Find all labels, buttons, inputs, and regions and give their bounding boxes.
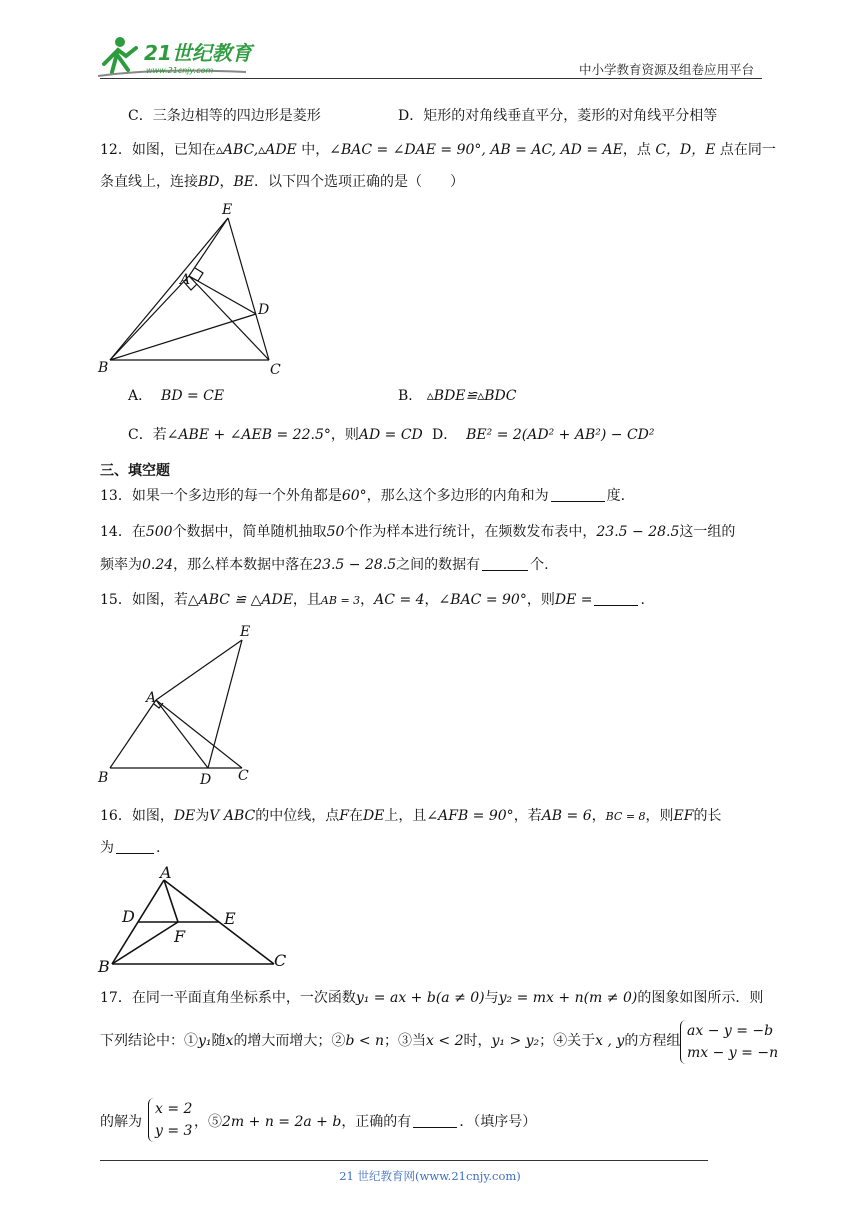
- q12-option-c: [128, 425, 423, 445]
- q12-option-b: [398, 386, 517, 406]
- segment-AC: [156, 700, 242, 768]
- q17-math: y₁: [198, 1033, 212, 1049]
- q12-text: ，: [219, 174, 234, 190]
- option-math: ∠ABE + ∠AEB = 22.5°: [166, 427, 331, 443]
- label-B: B: [98, 770, 109, 786]
- q17-math: x: [225, 1033, 234, 1049]
- label-F: F: [174, 927, 186, 946]
- q17-text: ，正确的有: [341, 1114, 412, 1130]
- q15-stem: [100, 590, 645, 611]
- q12-figure: [96, 198, 296, 380]
- answer-blank[interactable]: [482, 556, 528, 571]
- segment-AE: [189, 218, 228, 276]
- q16-text: ，若: [513, 808, 542, 824]
- q11-option-d: D．矩形的对角线垂直平分，菱形的对角线平分相等: [398, 108, 718, 124]
- q17-text: 随: [211, 1033, 226, 1049]
- answer-blank[interactable]: [594, 591, 638, 606]
- q17-text: 17．在同一平面直角坐标系中，一次函数: [100, 990, 356, 1006]
- option-label: D．: [432, 427, 458, 443]
- equation-row: ax − y = −b: [687, 1023, 774, 1039]
- label-C: C: [274, 951, 287, 970]
- q16-text: .: [156, 840, 161, 856]
- q16-text: ，则: [645, 808, 674, 824]
- q17-text: ；③当: [384, 1033, 427, 1049]
- label-B: B: [98, 360, 109, 376]
- q14-text: ，那么样本数据中落在: [173, 557, 314, 573]
- q15-math: DE =: [554, 592, 593, 608]
- q14-math: 23.5 − 28.5: [596, 524, 680, 540]
- option-math: BE² = 2(AD² + AB²) − CD²: [466, 427, 655, 443]
- label-D: D: [200, 772, 212, 788]
- q15-text: ，: [360, 592, 375, 608]
- option-label: C．若: [128, 427, 167, 443]
- q12-stem-line1: [100, 140, 776, 160]
- q14-text: 之间的数据有: [396, 557, 481, 573]
- q15-text: ，: [424, 592, 439, 608]
- q12-text: ，点: [622, 142, 656, 158]
- footer-divider: [100, 1160, 708, 1161]
- q16-math: F: [339, 808, 349, 824]
- q16-stem-line1: [100, 806, 721, 827]
- q12-option-a: [128, 386, 224, 406]
- q12-text: 中，: [296, 142, 330, 158]
- answer-blank[interactable]: [551, 487, 605, 502]
- label-B: B: [98, 957, 110, 976]
- q16-text: 16．如图，: [100, 808, 174, 824]
- q14-text: 个数据中，简单随机抽取: [172, 524, 327, 540]
- q14-math: 0.24: [142, 557, 174, 573]
- q15-text: 15．如图，若: [100, 592, 188, 608]
- option-math: ▵BDE≌▵BDC: [426, 388, 517, 404]
- q17-text: 下列结论中：①: [100, 1033, 198, 1049]
- q17-text: 的增大而增大；②: [233, 1033, 346, 1049]
- answer-blank[interactable]: [413, 1113, 457, 1128]
- label-E: E: [240, 624, 251, 640]
- q15-figure: [96, 620, 266, 788]
- q16-figure: [96, 862, 296, 976]
- q17-stem-line3: [100, 1112, 142, 1132]
- q17-math: b < n: [345, 1033, 385, 1049]
- q14-text: 14．在: [100, 524, 146, 540]
- q16-text: 的长: [693, 808, 722, 824]
- q17-text: ，⑤: [194, 1114, 222, 1130]
- label-D: D: [258, 302, 270, 318]
- q12-math: BD: [198, 174, 220, 190]
- q12-text: ．以下四个选项正确的是（ ）: [254, 174, 465, 190]
- q17-text: 的图象如图所示．则: [637, 990, 764, 1006]
- q17-math: y₂ = mx + n(m ≠ 0): [498, 990, 638, 1006]
- label-E: E: [224, 909, 236, 928]
- segment-BF: [112, 922, 178, 964]
- equation-system: [680, 1020, 778, 1064]
- q12-math: C，D，E: [655, 142, 716, 158]
- label-D: D: [122, 907, 135, 926]
- q14-text: 这一组的: [679, 524, 736, 540]
- q15-math: AB = 3: [320, 594, 361, 607]
- answer-blank[interactable]: [116, 839, 154, 854]
- q17-math: 2m + n = 2a + b: [222, 1114, 342, 1130]
- q17-math: y₁ = ax + b(a ≠ 0): [355, 990, 485, 1006]
- q12-math: BE: [233, 174, 255, 190]
- q17-stem-line2: [100, 1030, 680, 1052]
- q12-text: 条直线上，连接: [100, 174, 198, 190]
- q12-math: ∠BAC = ∠DAE = 90°, AB = AC, AD = AE: [329, 142, 623, 158]
- label-A: A: [146, 690, 157, 706]
- q12-option-d: [432, 425, 655, 445]
- segment-ED: [208, 640, 242, 768]
- logo-url: www.21cnjy.com: [146, 66, 214, 75]
- q17-math: x < 2: [426, 1033, 464, 1049]
- q17-stem-line3-rest: [194, 1112, 536, 1132]
- q12-math: ▵ABC,▵ADE: [215, 142, 297, 158]
- q14-stem-line2: [100, 555, 549, 575]
- logo-text: 21世纪教育: [144, 41, 252, 65]
- section-heading: 三、填空题: [100, 463, 170, 479]
- label-C: C: [270, 362, 281, 378]
- q16-math: V ABC: [209, 808, 256, 824]
- q15-math: AC = 4: [374, 592, 425, 608]
- option-label: A．: [128, 388, 153, 404]
- q12-text: 12．如图，已知在: [100, 142, 216, 158]
- label-C: C: [238, 768, 249, 784]
- q15-math: ∠BAC = 90°: [438, 592, 527, 608]
- q14-math: 23.5 − 28.5: [313, 557, 397, 573]
- site-logo: [96, 34, 266, 80]
- q14-stem-line1: [100, 522, 735, 542]
- q13-math: 60°: [341, 488, 367, 504]
- q16-text: 为: [100, 840, 114, 856]
- option-math: AD = CD: [358, 427, 423, 443]
- header-divider: [100, 78, 762, 79]
- label-A: A: [180, 272, 191, 288]
- q16-text: ，: [591, 808, 606, 824]
- q17-math: x , y: [595, 1033, 625, 1049]
- q17-text: 与: [484, 990, 499, 1006]
- q15-text: ，则: [526, 592, 555, 608]
- q16-math: DE: [173, 808, 196, 824]
- equation-row: x = 2: [155, 1101, 193, 1117]
- q11-option-c: C．三条边相等的四边形是菱形: [128, 108, 321, 124]
- q14-math: 50: [326, 524, 345, 540]
- q14-math: 500: [145, 524, 173, 540]
- segment-AB: [110, 700, 156, 768]
- q13-text: 13．如果一个多边形的每一个外角都是: [100, 488, 342, 504]
- q17-text: 的方程组: [624, 1033, 681, 1049]
- q16-math: EF: [673, 808, 694, 824]
- logo-runner-icon: [96, 34, 266, 80]
- q12-stem-line2: [100, 172, 464, 192]
- platform-name: 中小学教育资源及组卷应用平台: [578, 62, 754, 77]
- q17-text: ；④关于: [539, 1033, 596, 1049]
- q17-text: 的解为: [100, 1114, 142, 1130]
- q16-math: DE: [362, 808, 385, 824]
- q16-text: 上，且: [384, 808, 427, 824]
- option-label: B．: [398, 388, 423, 404]
- q17-stem-line1: [100, 988, 763, 1008]
- q16-text: 为: [195, 808, 210, 824]
- q13-text: 度.: [606, 488, 626, 504]
- q16-text: 在: [348, 808, 363, 824]
- solution-system: [148, 1098, 192, 1142]
- q14-text: 频率为: [100, 557, 142, 573]
- segment-AE: [156, 640, 242, 700]
- label-A: A: [160, 863, 172, 882]
- q16-math: BC = 8: [605, 810, 646, 823]
- label-E: E: [222, 202, 233, 218]
- q15-text: ，且: [292, 592, 321, 608]
- q13-text: ，那么这个多边形的内角和为: [366, 488, 549, 504]
- q14-text: 个作为样本进行统计，在频数发布表中，: [344, 524, 597, 540]
- option-text: ，则: [330, 427, 359, 443]
- q17-text: ．（填序号）: [459, 1114, 537, 1130]
- option-math: BD = CE: [161, 388, 225, 404]
- q14-text: 个.: [530, 557, 549, 573]
- q17-text: 时，: [463, 1033, 492, 1049]
- q16-stem-line2: [100, 838, 160, 858]
- q15-text: .: [640, 592, 645, 608]
- segment-BE: [110, 218, 228, 360]
- q13-stem: [100, 486, 625, 506]
- segment-AD: [156, 700, 208, 768]
- q12-text: 点在同一: [715, 142, 776, 158]
- q15-math: △ABC ≌ △ADE: [187, 592, 293, 608]
- equation-row: mx − y = −n: [687, 1045, 779, 1061]
- q17-math: y₁ > y₂: [491, 1033, 540, 1049]
- equation-row: y = 3: [155, 1123, 193, 1139]
- q16-text: 的中位线，点: [255, 808, 340, 824]
- q16-math: ∠AFB = 90°: [426, 808, 514, 824]
- footer-text: 21 世纪教育网(www.21cnjy.com): [339, 1169, 521, 1183]
- q16-math: AB = 6: [541, 808, 592, 824]
